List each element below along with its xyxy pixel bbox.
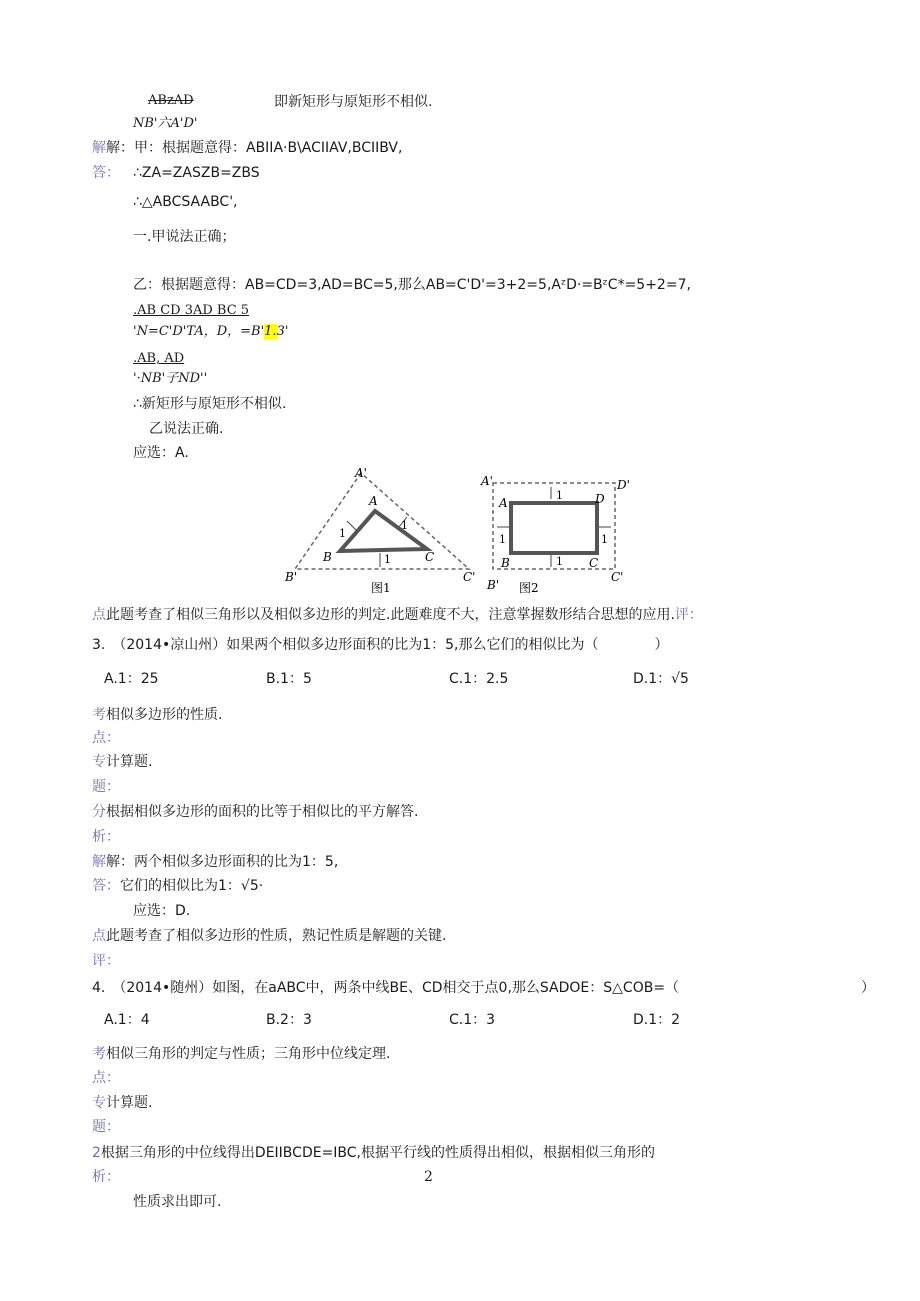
fig2-label-C-prime: C': [611, 570, 624, 584]
q3-zhuanti-row: [92, 753, 152, 771]
q3-dianping-label2: 评：: [92, 953, 120, 969]
q3-kaodian-label: 考: [92, 707, 106, 723]
q4-option-d: D.1：2: [633, 1012, 681, 1028]
comment-text: 此题考查了相似三角形以及相似多边形的判定.此题难度不大，注意掌握数形结合思想的应用.: [106, 607, 675, 623]
q3-jieda-text-1: 解：两个相似多边形面积的比为1：5,: [106, 854, 339, 870]
solution-line-4: 一.甲说法正确；: [133, 229, 236, 245]
fig2-caption: 图2: [519, 581, 539, 595]
highlighted-value: 1.: [264, 324, 277, 339]
q3-kaodian-label2: 点：: [92, 730, 120, 746]
q3-zhuanti-label2: 题：: [92, 779, 120, 795]
q4-kaodian-label: 考: [92, 1046, 106, 1062]
fig1-label-C: C: [425, 550, 435, 564]
fig2-label-1-bottom: 1: [556, 555, 563, 568]
q4-option-b: B.2：3: [266, 1012, 312, 1028]
fig1-label-B: B: [323, 550, 332, 564]
fig1-label-B-prime: B': [285, 570, 298, 584]
fig2-label-A-prime: A': [481, 474, 493, 488]
q4-fenxi-text: 根据三角形的中位线得出DEIIBCDE=IBC,根据平行线的性质得出相似，根据相似三角形的: [100, 1145, 656, 1161]
q3-kaodian-row: [92, 706, 222, 724]
geometry-figure: [283, 465, 643, 595]
q3-jieda-row-2: [92, 877, 263, 895]
solution-label: 解: [92, 140, 106, 156]
figure-2-rectangles: [480, 474, 630, 595]
fig2-label-1-left: 1: [499, 533, 506, 546]
fig2-label-A: A: [499, 496, 508, 510]
fig1-label-C-prime: C': [463, 570, 476, 584]
q3-fenxi-row: [92, 803, 418, 821]
q3-option-a: A.1：25: [104, 671, 159, 687]
q3-dianping-row: [92, 927, 446, 945]
q4-option-c: C.1：3: [449, 1012, 496, 1028]
solution-line-9: 乙说法正确.: [149, 421, 224, 437]
solution-line-1: 解：甲：根据题意得：ABIIA·B\ACIIAV,BCIIBV,: [106, 140, 403, 156]
q4-option-a: A.1：4: [104, 1012, 150, 1028]
fig1-caption: 图1: [371, 581, 391, 595]
solution-line-8: ∴新矩形与原矩形不相似.: [133, 396, 287, 412]
q4-zhuanti-row: [92, 1094, 152, 1112]
q3-dianping-label: 点: [92, 928, 106, 944]
inner-triangle: [340, 511, 427, 551]
solution-line-10: 应选：A.: [133, 445, 189, 461]
q3-option-d: D.1：√5: [633, 671, 689, 687]
fig1-label-1-right: 1: [401, 519, 408, 532]
q4-stem: 4. （2014•随州）如图，在aABC中，两条中线BE、CD相交于点0,那么SADOE：S△COB=（ ）: [92, 980, 876, 996]
fraction-top-text: ABzAD: [148, 93, 194, 108]
fig2-label-1-right: 1: [601, 533, 608, 546]
ratio2-fraction-bottom: '·NB'子ND'': [133, 371, 208, 386]
q4-zhuanti-text: 计算题.: [106, 1095, 153, 1111]
fig2-label-C: C: [589, 556, 599, 570]
q4-kaodian-label2: 点：: [92, 1070, 120, 1086]
fig2-label-B-prime: B': [487, 578, 500, 592]
q3-jieda-text-2: 它们的相似比为1：√5·: [120, 878, 264, 894]
comment-row: [92, 606, 703, 624]
ratio2-fraction-top: [133, 350, 184, 368]
q3-fenxi-label: 分: [92, 804, 106, 820]
answer-label: 答：: [92, 165, 120, 181]
fig2-label-D: D: [595, 492, 605, 506]
fig2-label-B: B: [501, 556, 510, 570]
q4-fenxi-label2: 析：: [92, 1169, 120, 1185]
q3-zhuanti-text: 计算题.: [106, 754, 153, 770]
ratio2-fraction-top-text: .AB, AD: [133, 351, 185, 366]
q3-jieda-label2: 答：: [92, 878, 120, 894]
fig2-label-1-top: 1: [556, 489, 563, 502]
fraction-top: [148, 92, 194, 110]
q4-fenxi-text-2: 性质求出即可.: [133, 1194, 222, 1210]
inner-rectangle: [511, 503, 597, 553]
q3-option-c: C.1：2.5: [449, 671, 509, 687]
q3-stem: 3. （2014•凉山州）如果两个相似多边形面积的比为1：5,那么它们的相似比为（ ）: [92, 637, 669, 653]
q4-zhuanti-label: 专: [92, 1095, 106, 1111]
comment-label-tail: 评：: [674, 607, 703, 623]
fig1-label-A-prime: A': [355, 466, 367, 480]
q3-answer: 应选：D.: [133, 903, 191, 919]
fig2-label-D-prime: D': [617, 478, 630, 492]
q3-option-b: B.1：5: [266, 671, 312, 687]
fig1-label-A: A: [369, 494, 378, 508]
q3-fenxi-label2: 析：: [92, 829, 120, 845]
ratio-fraction-top-text: .AB CD 3AD BC 5: [133, 303, 250, 318]
arrow-left: [347, 521, 357, 531]
ratio-fraction-bottom: [133, 323, 288, 341]
q4-kaodian-text: 相似三角形的判定与性质；三角形中位线定理.: [106, 1046, 391, 1062]
fraction-bottom: NB'六A'D': [133, 116, 198, 131]
q3-zhuanti-label: 专: [92, 754, 106, 770]
solution-line-2: ∴ZA=ZASZB=ZBS: [133, 165, 260, 181]
q3-kaodian-text: 相似多边形的性质.: [106, 707, 223, 723]
q3-jieda-label: 解: [92, 854, 106, 870]
q4-fenxi-subscript: 2: [424, 1169, 433, 1185]
q4-kaodian-row: [92, 1045, 390, 1063]
q4-zhuanti-label2: 题：: [92, 1119, 120, 1135]
q3-jieda-row-1: [92, 853, 338, 871]
outer-triangle: [295, 473, 469, 569]
fig1-label-1-bottom: 1: [384, 553, 391, 566]
figure-1-triangles: [284, 466, 475, 595]
fig1-label-1-left: 1: [339, 527, 346, 540]
q3-fenxi-text: 根据相似多边形的面积的比等于相似比的平方解答.: [106, 804, 419, 820]
solution-line-5: 乙：根据题意得：AB=CD=3,AD=BC=5,那么AB=C'D'=3+2=5,AᶻD·=BᶻC*=5+2=7,: [133, 277, 691, 293]
solution-line-3: ∴△ABCSAABC',: [133, 194, 238, 210]
q4-fenxi-row: [92, 1144, 655, 1162]
comment-label: 点: [92, 607, 106, 623]
ratio-fraction-top: [133, 302, 249, 320]
q4-fenxi-label: 2: [92, 1145, 101, 1161]
conclusion-text: 即新矩形与原矩形不相似.: [274, 94, 433, 110]
ratio-bottom-post: 3': [276, 324, 289, 339]
q3-dianping-text: 此题考查了相似多边形的性质，熟记性质是解题的关键.: [106, 928, 447, 944]
ratio-bottom-pre: 'N=C'D'TA，D，=B': [133, 324, 265, 339]
